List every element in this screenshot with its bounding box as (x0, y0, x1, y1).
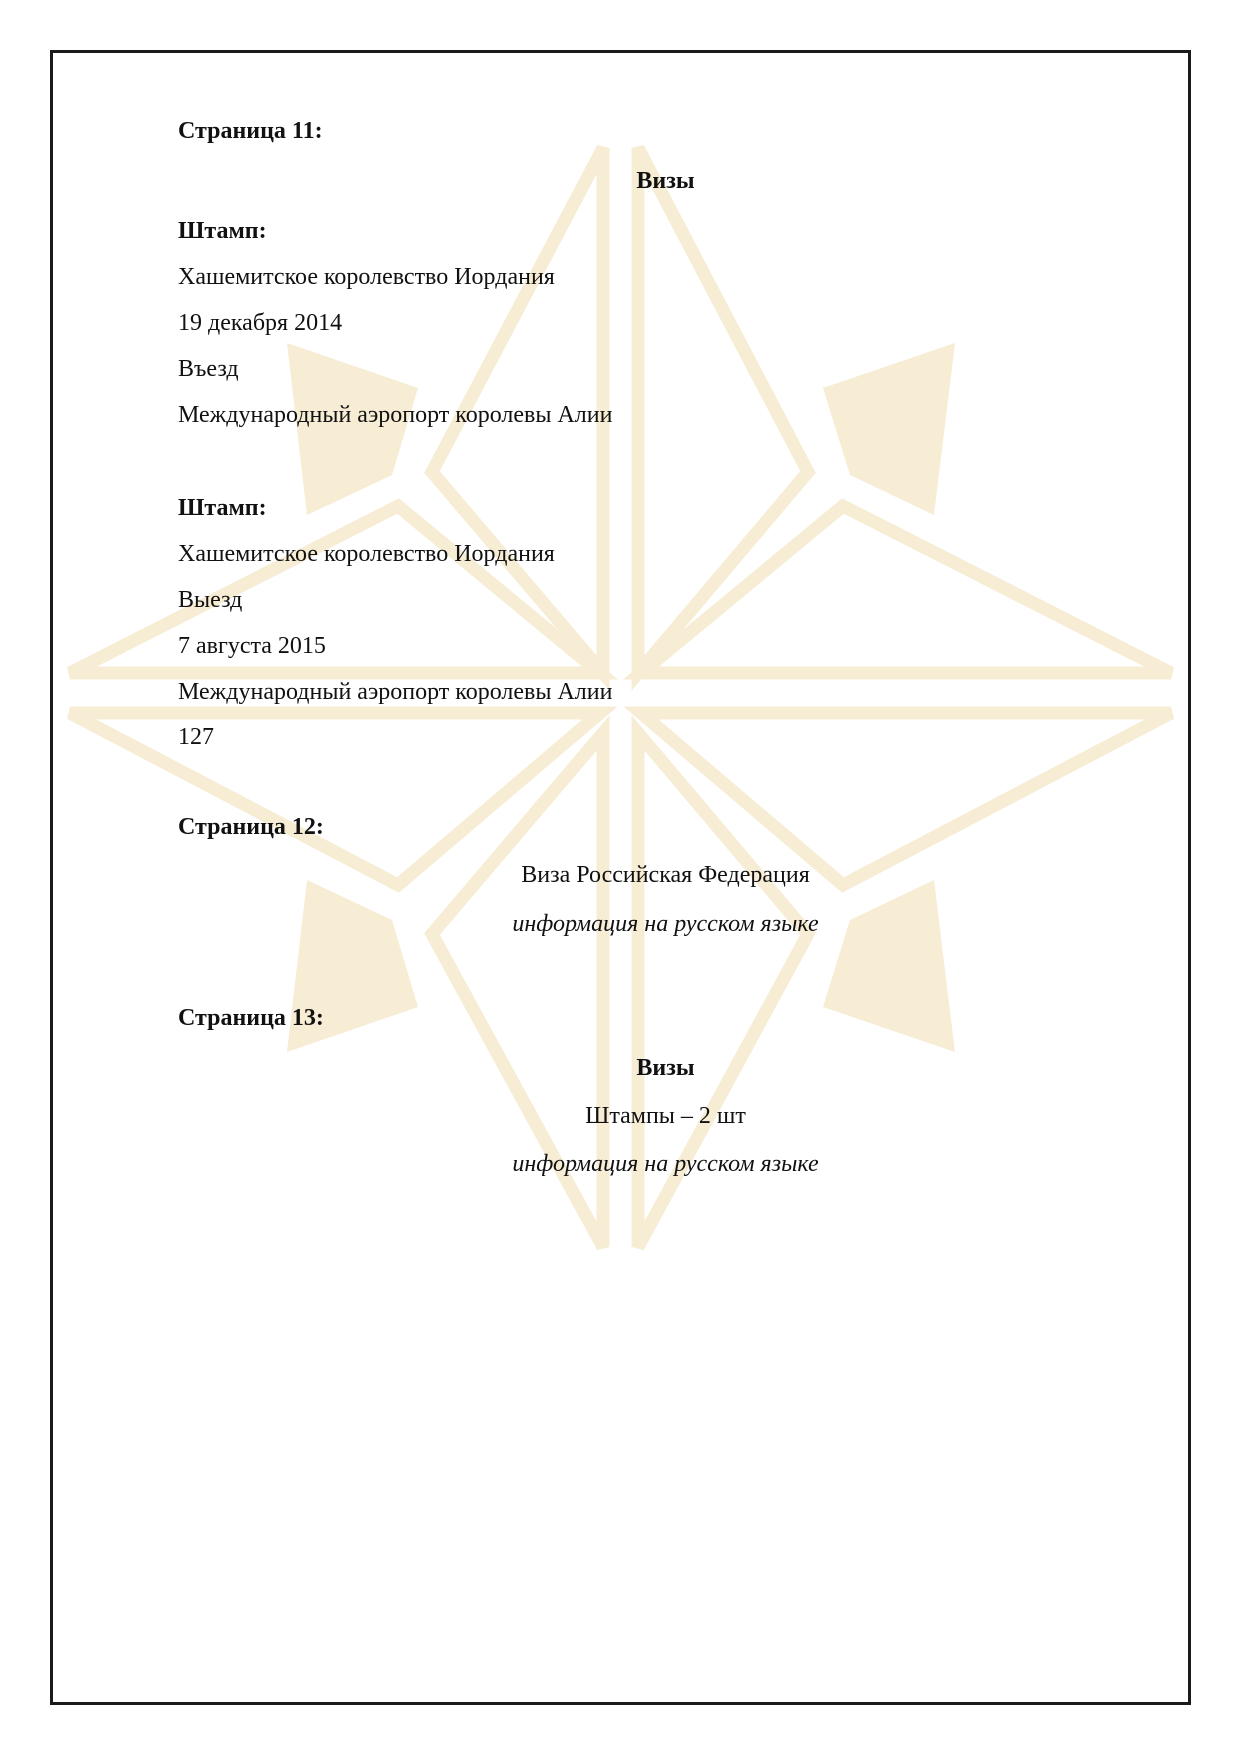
page-13-label: Страница 13: (178, 1005, 324, 1031)
stamp-2-country: Хашемитское королевство Иордания (178, 541, 555, 567)
stamp-1-date: 19 декабря 2014 (178, 310, 343, 336)
page-13-section-title: Визы (636, 1055, 695, 1081)
page-12-note: информация на русском языке (512, 911, 819, 937)
document-body (178, 0, 1158, 1755)
stamp-2-number: 127 (178, 724, 214, 750)
stamp-2-label: Штамп: (178, 495, 267, 521)
stamp-1-country: Хашемитское королевство Иордания (178, 264, 555, 290)
page-11-section-title: Визы (636, 168, 695, 194)
stamp-1-direction: Въезд (178, 356, 239, 382)
page-13-stamps: Штампы – 2 шт (585, 1103, 746, 1129)
page-12-label: Страница 12: (178, 814, 324, 840)
stamp-2-date: 7 августа 2015 (178, 633, 326, 659)
stamp-1-place: Международный аэропорт королевы Алии (178, 402, 613, 428)
stamp-2-place: Международный аэропорт королевы Алии (178, 679, 613, 705)
page-11-label: Страница 11: (178, 118, 323, 144)
stamp-1-label: Штамп: (178, 218, 267, 244)
page-12-visa: Виза Российская Федерация (521, 862, 810, 888)
stamp-2-direction: Выезд (178, 587, 243, 613)
page-13-note: информация на русском языке (512, 1151, 819, 1177)
